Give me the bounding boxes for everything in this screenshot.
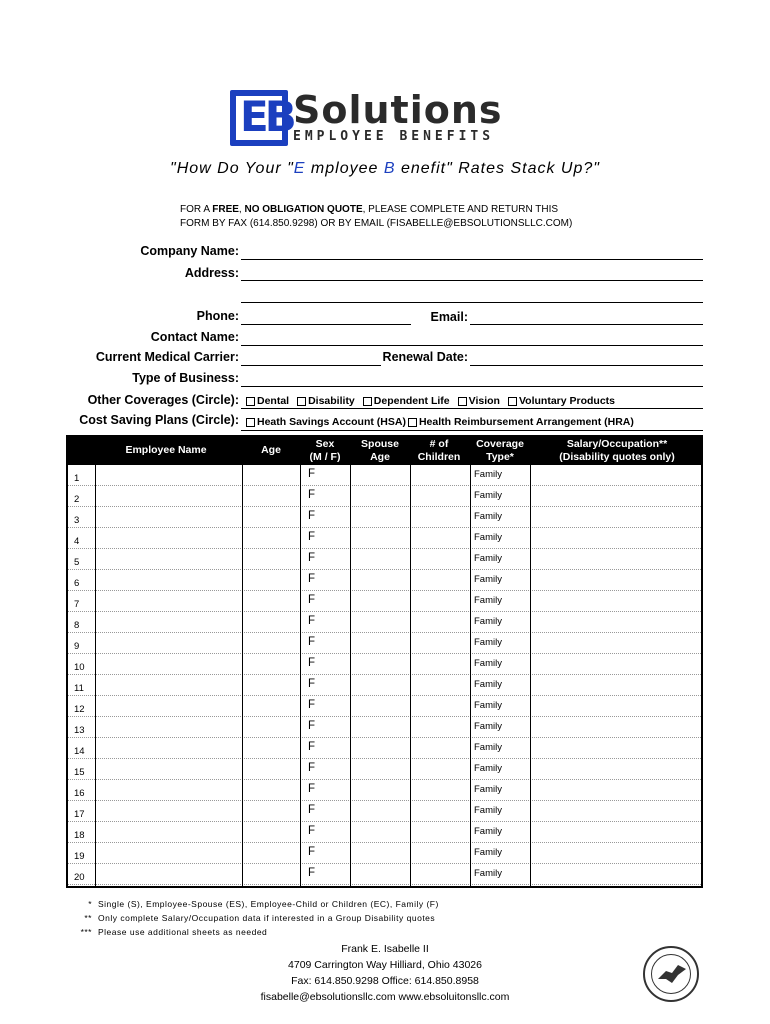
medical-carrier-label: Current Medical Carrier: bbox=[95, 350, 239, 364]
other-coverages-line bbox=[241, 408, 703, 409]
checkbox-icon[interactable] bbox=[246, 397, 255, 406]
row-number: 18 bbox=[74, 830, 85, 841]
option-hsa[interactable]: Heath Savings Account (HSA) bbox=[246, 416, 406, 428]
coverage-type-value[interactable]: Family bbox=[474, 490, 502, 501]
email-field[interactable] bbox=[470, 324, 703, 325]
employee-table-border bbox=[66, 435, 703, 888]
headline-e: E bbox=[293, 160, 306, 177]
header-coverage-type: Coverage Type* bbox=[476, 438, 524, 463]
address-field-line2[interactable] bbox=[241, 302, 703, 303]
row-number: 15 bbox=[74, 767, 85, 778]
header-sex: Sex (M / F) bbox=[309, 438, 341, 463]
option-dependent-life[interactable]: Dependent Life bbox=[363, 395, 450, 407]
option-vision[interactable]: Vision bbox=[458, 395, 500, 407]
cost-saving-options bbox=[246, 416, 642, 428]
intro-text bbox=[180, 203, 600, 231]
intro-rest: , PLEASE COMPLETE AND RETURN THIS bbox=[362, 204, 559, 215]
sex-value[interactable]: F bbox=[308, 699, 316, 711]
option-hra[interactable]: Health Reimbursement Arrangement (HRA) bbox=[408, 416, 634, 428]
row-number: 11 bbox=[74, 683, 84, 694]
contact-name-label: Contact Name: bbox=[150, 330, 239, 344]
coverage-type-value[interactable]: Family bbox=[474, 679, 502, 690]
row-number: 12 bbox=[74, 704, 85, 715]
address-field-line1[interactable] bbox=[241, 280, 703, 281]
coverage-type-value[interactable]: Family bbox=[474, 595, 502, 606]
row-number: 17 bbox=[74, 809, 85, 820]
option-voluntary-products[interactable]: Voluntary Products bbox=[508, 395, 615, 407]
row-number: 5 bbox=[74, 557, 80, 568]
coverage-type-value[interactable]: Family bbox=[474, 616, 502, 627]
sex-value[interactable]: F bbox=[308, 783, 316, 795]
checkbox-icon[interactable] bbox=[408, 418, 417, 427]
header-employee-name: Employee Name bbox=[125, 444, 207, 456]
sex-value[interactable]: F bbox=[308, 489, 316, 501]
sex-value[interactable]: F bbox=[308, 657, 316, 669]
logo-wordmark: Solutions bbox=[293, 88, 503, 132]
phone-label: Phone: bbox=[196, 309, 239, 323]
coverage-type-value[interactable]: Family bbox=[474, 742, 502, 753]
coverage-type-value[interactable]: Family bbox=[474, 511, 502, 522]
checkbox-icon[interactable] bbox=[246, 418, 255, 427]
option-disability[interactable]: Disability bbox=[297, 395, 355, 407]
phone-field[interactable] bbox=[241, 324, 411, 325]
footnote: *** Please use additional sheets as needed bbox=[80, 927, 268, 937]
row-number: 14 bbox=[74, 746, 85, 757]
coverage-type-value[interactable]: Family bbox=[474, 637, 502, 648]
logo-mark-text: EB bbox=[240, 92, 293, 141]
row-number: 7 bbox=[74, 599, 80, 610]
coverage-type-value[interactable]: Family bbox=[474, 574, 502, 585]
headline-b: B bbox=[383, 160, 396, 177]
headline-part2: mployee bbox=[305, 160, 384, 177]
contact-name-field[interactable] bbox=[241, 345, 703, 346]
sex-value[interactable]: F bbox=[308, 552, 316, 564]
option-dental[interactable]: Dental bbox=[246, 395, 289, 407]
row-number: 2 bbox=[74, 494, 80, 505]
eb-logo-mark bbox=[230, 90, 293, 146]
intro-pre: FOR A bbox=[180, 204, 213, 215]
sex-value[interactable]: F bbox=[308, 594, 316, 606]
checkbox-icon[interactable] bbox=[508, 397, 517, 406]
checkbox-icon[interactable] bbox=[458, 397, 467, 406]
coverage-type-value[interactable]: Family bbox=[474, 784, 502, 795]
footnotes bbox=[74, 897, 439, 939]
medical-carrier-field[interactable] bbox=[241, 365, 381, 366]
footer-phones: Fax: 614.850.9298 Office: 614.850.8958 bbox=[291, 975, 479, 987]
sex-value[interactable]: F bbox=[308, 468, 316, 480]
email-label: Email: bbox=[430, 310, 468, 324]
headline-part3: enefit" Rates Stack Up?" bbox=[395, 160, 600, 177]
row-number: 9 bbox=[74, 641, 80, 652]
address-label: Address: bbox=[184, 266, 239, 280]
sex-value[interactable]: F bbox=[308, 531, 316, 543]
footnote: ** Only complete Salary/Occupation data if interested in a Group Disability quotes bbox=[84, 913, 436, 923]
row-number: 19 bbox=[74, 851, 85, 862]
checkbox-icon[interactable] bbox=[297, 397, 306, 406]
cost-saving-line bbox=[241, 430, 703, 431]
row-number: 4 bbox=[74, 536, 80, 547]
association-seal-icon bbox=[643, 946, 699, 1002]
footer-web: fisabelle@ebsolutionsllc.com www.ebsoluitonsllc.com bbox=[260, 991, 510, 1003]
sex-value[interactable]: F bbox=[308, 825, 316, 837]
sex-value[interactable]: F bbox=[308, 762, 316, 774]
row-number: 6 bbox=[74, 578, 80, 589]
coverage-type-value[interactable]: Family bbox=[474, 532, 502, 543]
sex-value[interactable]: F bbox=[308, 615, 316, 627]
coverage-type-value[interactable]: Family bbox=[474, 700, 502, 711]
other-coverages-options bbox=[246, 395, 623, 407]
row-number: 8 bbox=[74, 620, 80, 631]
company-name-label: Company Name: bbox=[140, 244, 239, 258]
intro-free: FREE bbox=[212, 204, 239, 215]
sex-value[interactable]: F bbox=[308, 804, 316, 816]
cost-saving-label: Cost Saving Plans (Circle): bbox=[79, 413, 239, 427]
header-salary-occupation: Salary/Occupation** (Disability quotes only) bbox=[559, 438, 675, 463]
coverage-type-value[interactable]: Family bbox=[474, 847, 502, 858]
other-coverages-label: Other Coverages (Circle): bbox=[87, 393, 239, 407]
sex-value[interactable]: F bbox=[308, 636, 316, 648]
coverage-type-value[interactable]: Family bbox=[474, 868, 502, 879]
coverage-type-value[interactable]: Family bbox=[474, 826, 502, 837]
business-type-field[interactable] bbox=[241, 386, 703, 387]
coverage-type-value[interactable]: Family bbox=[474, 805, 502, 816]
header-spouse-age: Spouse Age bbox=[361, 438, 399, 463]
footer-name: Frank E. Isabelle II bbox=[341, 943, 429, 955]
logo-subtitle: EMPLOYEE BENEFITS bbox=[293, 129, 495, 144]
row-number: 20 bbox=[74, 872, 85, 883]
header-children: # of Children bbox=[417, 438, 461, 463]
sex-value[interactable]: F bbox=[308, 510, 316, 522]
coverage-type-value[interactable]: Family bbox=[474, 553, 502, 564]
footnote: * Single (S), Employee-Spouse (ES), Employee-Child or Children (EC), Family (F) bbox=[88, 899, 439, 909]
row-number: 13 bbox=[74, 725, 85, 736]
sex-value[interactable]: F bbox=[308, 678, 316, 690]
header-age: Age bbox=[261, 444, 281, 456]
sex-value[interactable]: F bbox=[308, 741, 316, 753]
coverage-type-value[interactable]: Family bbox=[474, 658, 502, 669]
intro-line2: FORM BY FAX (614.850.9298) OR BY EMAIL (FISABELLE@EBSOLUTIONSLLC.COM) bbox=[180, 218, 573, 229]
company-name-field[interactable] bbox=[241, 259, 703, 260]
coverage-type-value[interactable]: Family bbox=[474, 763, 502, 774]
renewal-date-label: Renewal Date: bbox=[382, 350, 468, 364]
intro-no-obligation: NO OBLIGATION QUOTE bbox=[244, 204, 363, 215]
row-number: 3 bbox=[74, 515, 80, 526]
sex-value[interactable]: F bbox=[308, 846, 316, 858]
headline-part1: "How Do Your " bbox=[170, 160, 294, 177]
sex-value[interactable]: F bbox=[308, 720, 316, 732]
row-number: 10 bbox=[74, 662, 85, 673]
checkbox-icon[interactable] bbox=[363, 397, 372, 406]
renewal-date-field[interactable] bbox=[470, 365, 703, 366]
footer-address: 4709 Carrington Way Hilliard, Ohio 43026 bbox=[288, 959, 482, 971]
business-type-label: Type of Business: bbox=[132, 371, 239, 385]
row-number: 16 bbox=[74, 788, 85, 799]
headline bbox=[0, 160, 770, 178]
coverage-type-value[interactable]: Family bbox=[474, 721, 502, 732]
sex-value[interactable]: F bbox=[308, 573, 316, 585]
sex-value[interactable]: F bbox=[308, 867, 316, 879]
company-logo bbox=[230, 90, 520, 148]
intro-comma: , bbox=[238, 204, 245, 215]
coverage-type-value[interactable]: Family bbox=[474, 469, 502, 480]
row-number: 1 bbox=[74, 473, 80, 484]
